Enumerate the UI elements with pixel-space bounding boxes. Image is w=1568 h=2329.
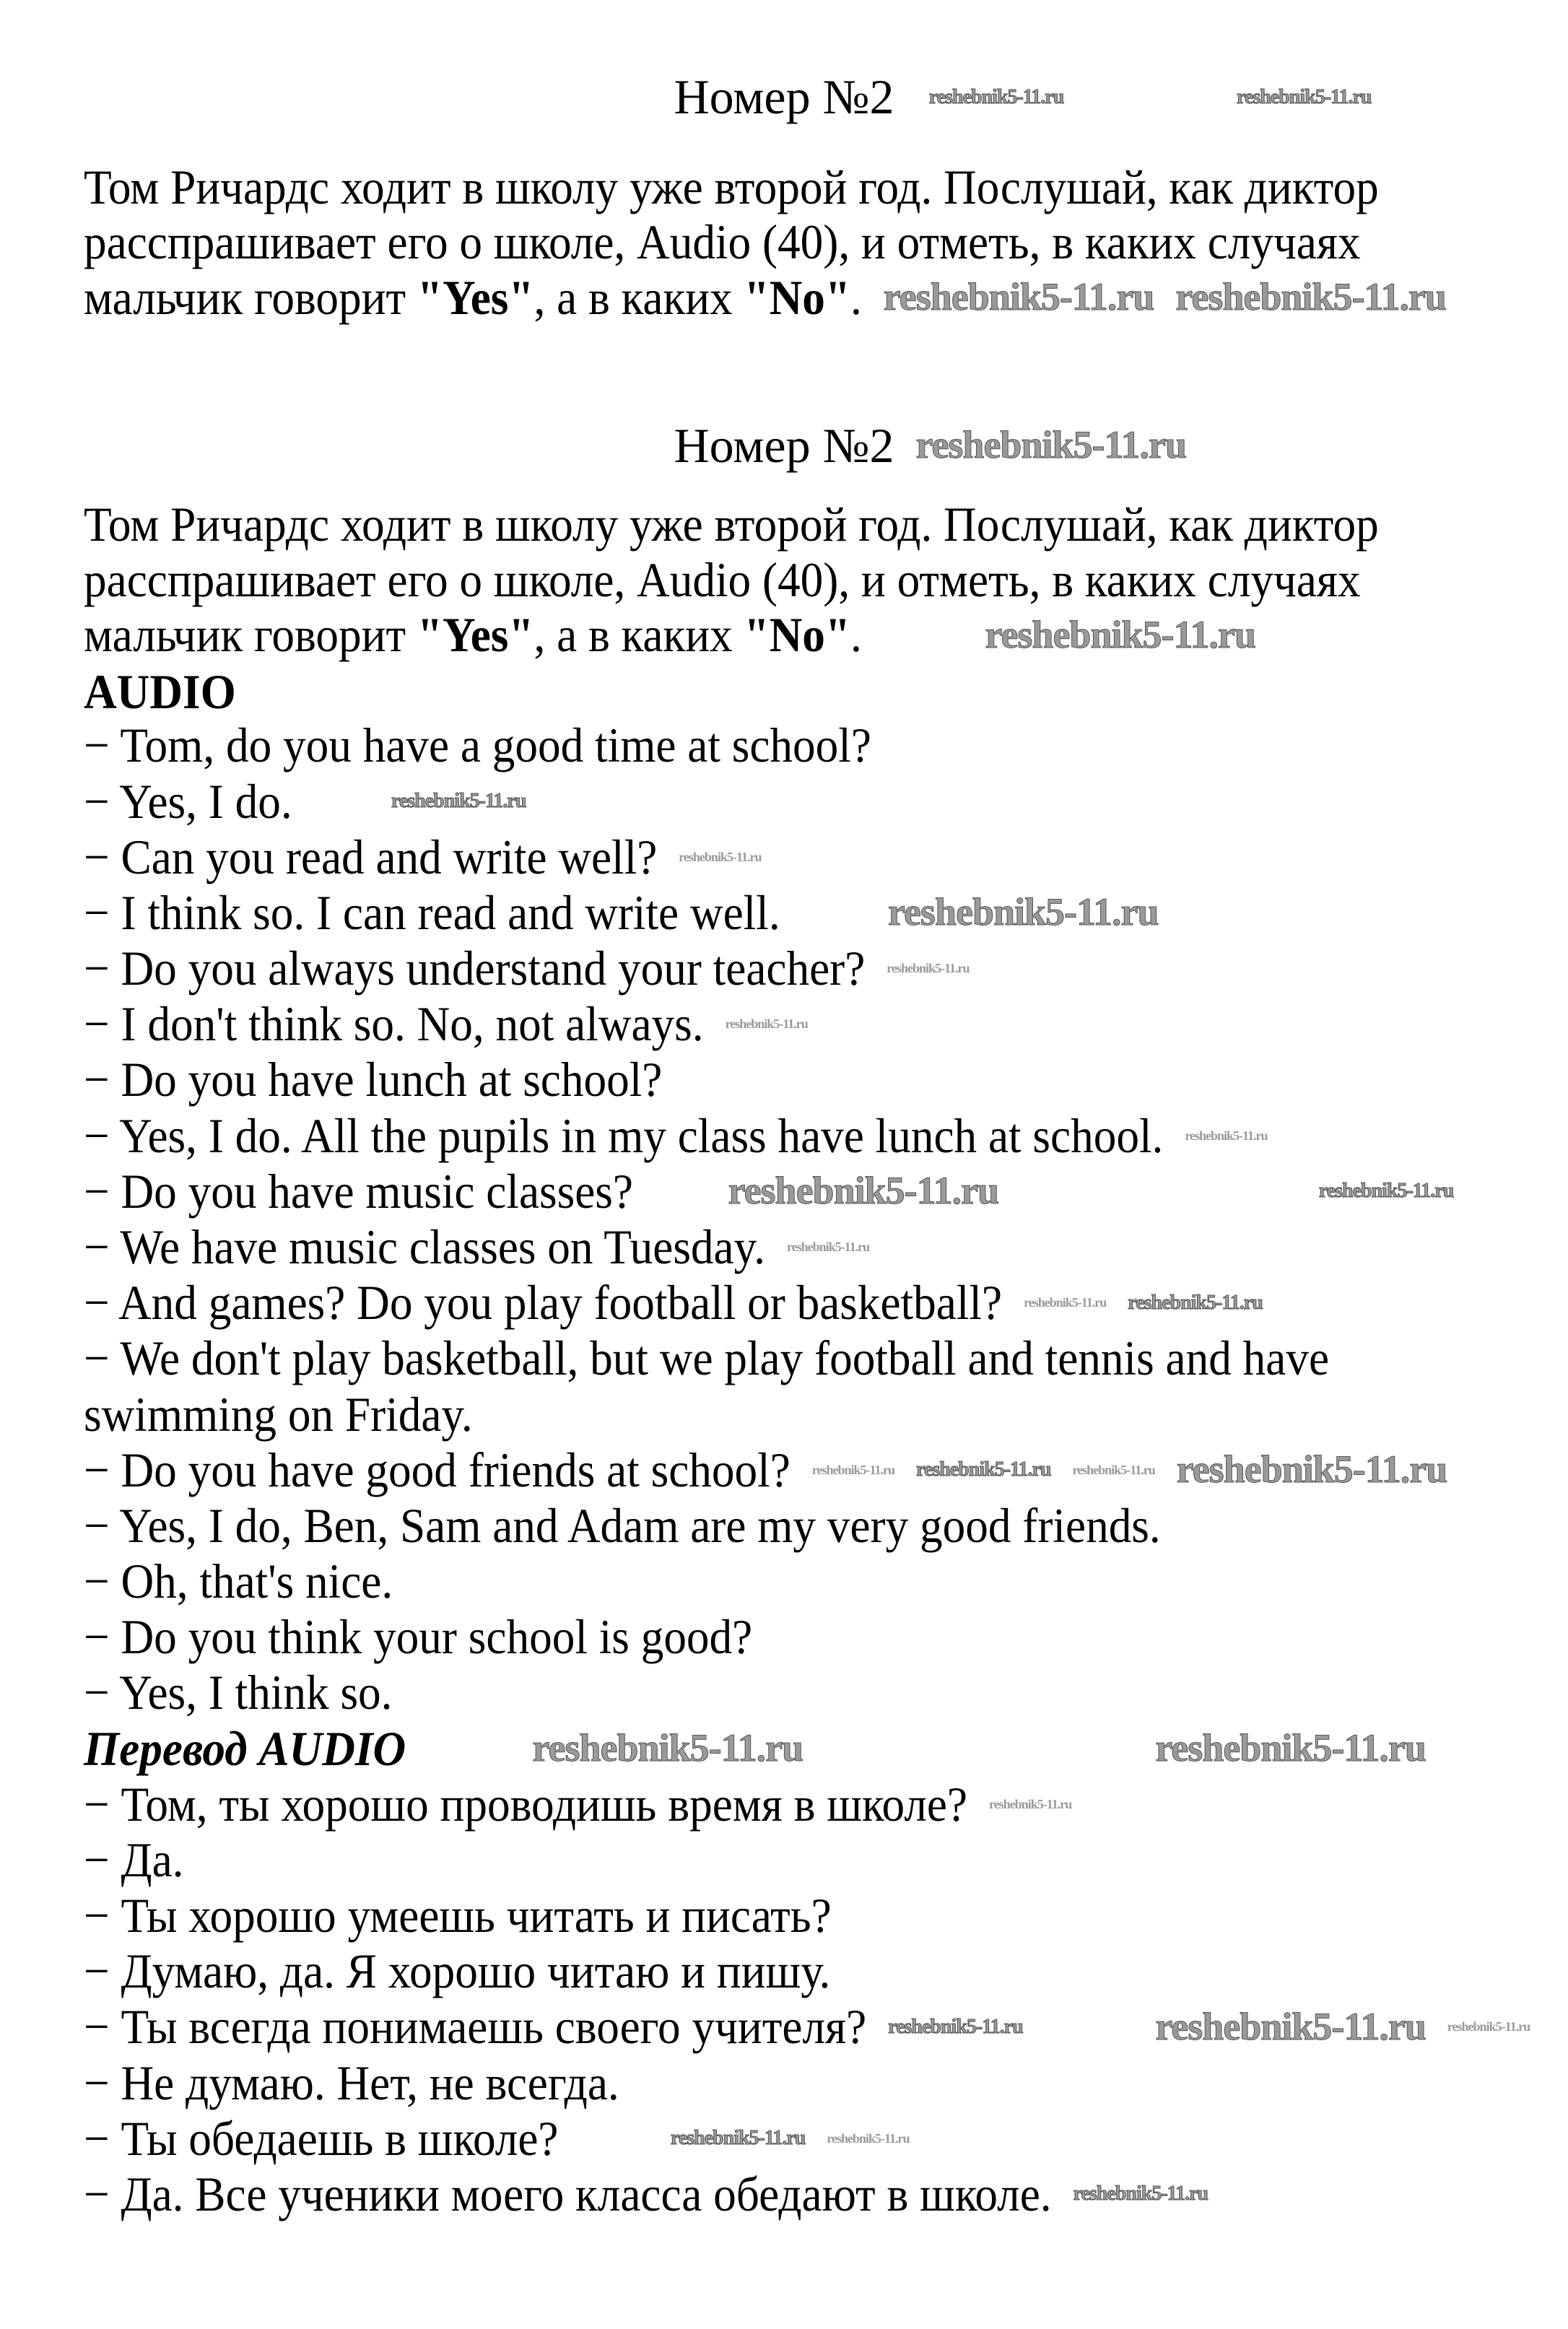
task-text-line: Том Ричардс ходит в школу уже второй год. Послушай, как диктор (84, 497, 1379, 552)
dialogue-line: − Yes, I do. All the pupils in my class have lunch at school. (84, 1107, 1164, 1163)
dialogue-line: − We have music classes on Tuesday. (84, 1219, 765, 1274)
task-text-line: мальчик говорит "Yes", а в каких "No". (84, 269, 862, 325)
dialogue-line: − Do you always understand your teacher? (84, 941, 866, 996)
watermark: reshebnik5-11.ru (928, 85, 1064, 108)
watermark: reshebnik5-11.ru (1175, 275, 1446, 319)
dialogue-line: − Ты хорошо умеешь читать и писать? (84, 1888, 832, 1943)
task-text-line: мальчик говорит "Yes", а в каких "No". (84, 607, 862, 663)
dialogue-line: − Том, ты хорошо проводишь время в школе? (84, 1776, 968, 1832)
watermark: reshebnik5-11.ru (725, 1017, 808, 1032)
watermark: reshebnik5-11.ru (887, 890, 1159, 934)
watermark: reshebnik5-11.ru (1176, 1448, 1447, 1492)
watermark: reshebnik5-11.ru (532, 1726, 803, 1770)
watermark: reshebnik5-11.ru (1236, 85, 1372, 108)
watermark: reshebnik5-11.ru (1185, 1128, 1268, 1143)
watermark: reshebnik5-11.ru (811, 1462, 894, 1477)
task-text-line: расспрашивает его о школе, Audio (40), и отметь, в каких случаях (84, 214, 1361, 270)
dialogue-line: swimming on Friday. (84, 1386, 473, 1442)
watermark: reshebnik5-11.ru (915, 423, 1187, 467)
dialogue-line: − Да. Все ученики моего класса обедают в школе. (84, 2166, 1052, 2221)
dialogue-line: − Do you have lunch at school? (84, 1052, 663, 1107)
task-text-line: Том Ричардс ходит в школу уже второй год. Послушай, как диктор (84, 159, 1379, 214)
page-title: Номер №2 (674, 417, 894, 473)
translation-heading: Перевод AUDIO (84, 1720, 406, 1776)
dialogue-line: − Do you think your school is good? (84, 1609, 753, 1665)
watermark: reshebnik5-11.ru (1447, 2019, 1530, 2034)
watermark: reshebnik5-11.ru (1318, 1180, 1454, 1203)
dialogue-line: − Не думаю. Нет, не всегда. (84, 2055, 619, 2110)
dialogue-line: − Do you have good friends at school? (84, 1442, 790, 1497)
dialogue-line: − Ты обедаешь в школе? (84, 2110, 559, 2166)
dialogue-line: − Думаю, да. Я хорошо читаю и пишу. (84, 1943, 831, 1999)
watermark: reshebnik5-11.ru (1072, 1462, 1155, 1477)
dialogue-line: − Yes, I think so. (84, 1665, 393, 1720)
dialogue-line: − I don't think so. No, not always. (84, 996, 704, 1052)
dialogue-line: − Can you read and write well? (84, 829, 658, 884)
watermark: reshebnik5-11.ru (728, 1169, 999, 1213)
watermark: reshebnik5-11.ru (1128, 1291, 1263, 1314)
watermark: reshebnik5-11.ru (786, 1239, 870, 1254)
watermark: reshebnik5-11.ru (827, 2130, 910, 2146)
dialogue-line: − Ты всегда понимаешь своего учителя? (84, 1999, 867, 2055)
dialogue-line: − Do you have music classes? (84, 1163, 633, 1219)
watermark: reshebnik5-11.ru (670, 2127, 806, 2150)
watermark: reshebnik5-11.ru (985, 612, 1256, 656)
watermark: reshebnik5-11.ru (391, 790, 526, 813)
watermark: reshebnik5-11.ru (883, 275, 1154, 319)
watermark: reshebnik5-11.ru (1024, 1295, 1107, 1310)
watermark: reshebnik5-11.ru (1155, 1726, 1426, 1770)
watermark: reshebnik5-11.ru (888, 2015, 1023, 2038)
dialogue-line: − Tom, do you have a good time at school? (84, 718, 871, 773)
audio-heading: AUDIO (84, 663, 236, 719)
watermark: reshebnik5-11.ru (887, 961, 970, 976)
dialogue-line: − Yes, I do, Ben, Sam and Adam are my very good friends. (84, 1497, 1161, 1553)
dialogue-line: − I think so. I can read and write well. (84, 884, 780, 940)
watermark: reshebnik5-11.ru (915, 1458, 1051, 1481)
dialogue-line: − And games? Do you play football or basketball? (84, 1275, 1003, 1331)
dialogue-line: − Да. (84, 1832, 184, 1887)
dialogue-line: − Oh, that's nice. (84, 1554, 393, 1609)
dialogue-line: − Yes, I do. (84, 773, 292, 829)
watermark: reshebnik5-11.ru (1155, 2004, 1426, 2048)
page-title: Номер №2 (674, 69, 894, 125)
watermark: reshebnik5-11.ru (679, 849, 762, 864)
dialogue-line: − We don't play basketball, but we play football and tennis and have (84, 1331, 1330, 1386)
watermark: reshebnik5-11.ru (989, 1796, 1072, 1811)
watermark: reshebnik5-11.ru (1073, 2182, 1208, 2206)
task-text-line: расспрашивает его о школе, Audio (40), и отметь, в каких случаях (84, 552, 1361, 607)
